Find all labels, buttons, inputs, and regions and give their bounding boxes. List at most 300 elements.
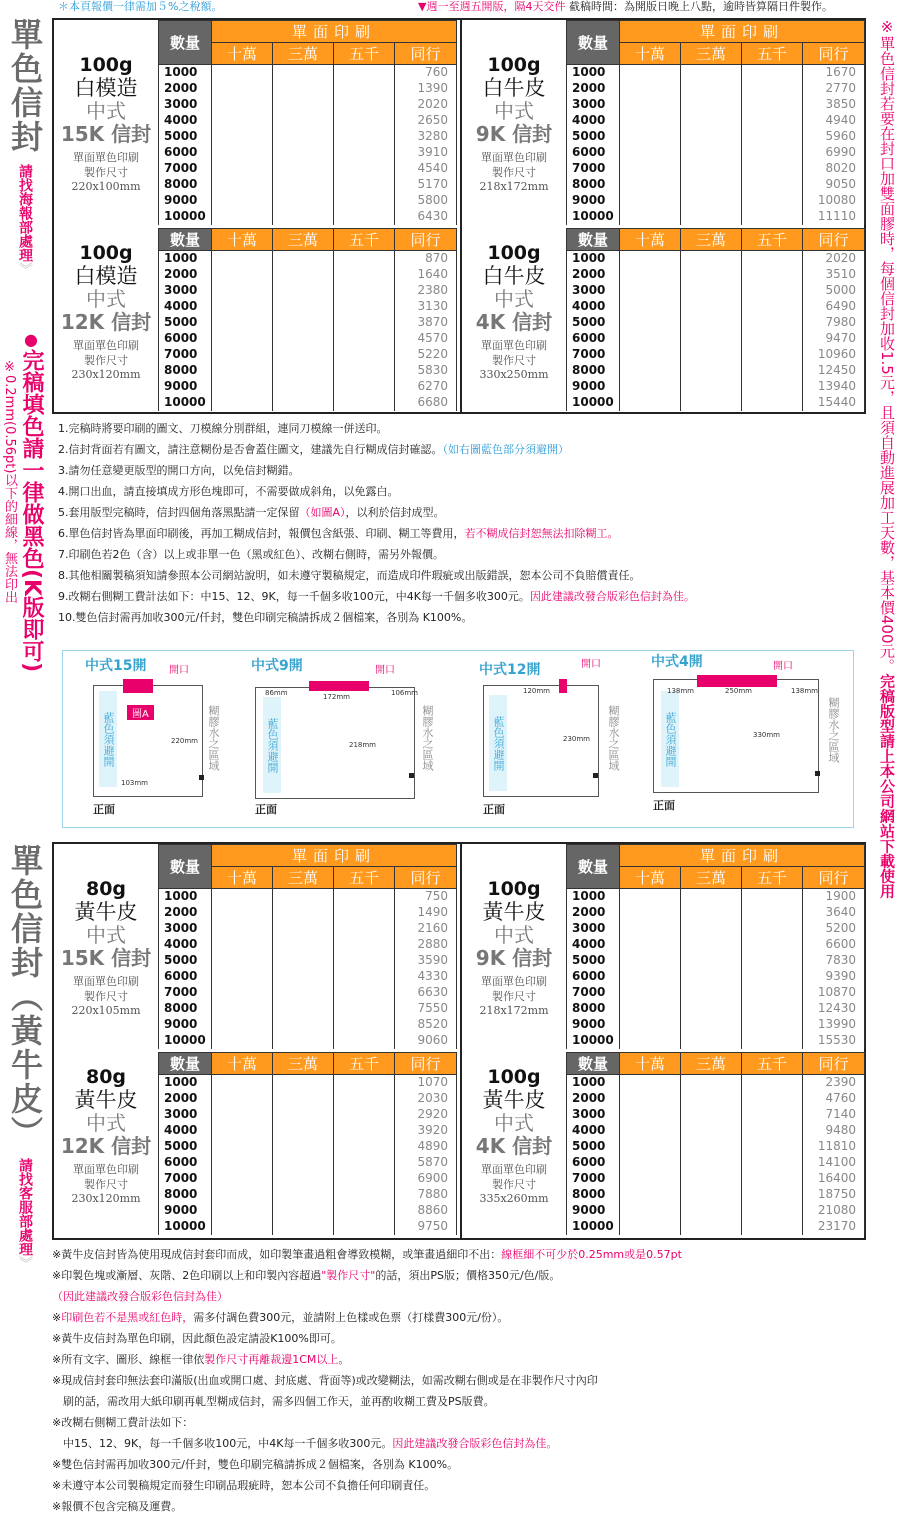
envelope-diagrams xyxy=(62,650,854,828)
empty-cell xyxy=(212,113,273,129)
qty-cell: 8000 xyxy=(159,177,212,193)
qty-cell: 2000 xyxy=(567,267,620,283)
dept-poster: 請找海報部處理 xyxy=(17,164,33,262)
line-note: ※0.2mm(0.56pt)以下的細線，無法印出 xyxy=(2,360,17,604)
table-row xyxy=(159,379,457,395)
figure-a-label: 圖A xyxy=(127,705,154,720)
empty-cell xyxy=(681,1123,742,1139)
col-header: 十萬 xyxy=(212,229,273,251)
bottom-note-item xyxy=(52,1244,682,1265)
empty-cell xyxy=(212,889,273,905)
empty-cell xyxy=(273,251,334,267)
price-cell: 5870 xyxy=(395,1155,457,1171)
empty-cell xyxy=(334,921,395,937)
note-item xyxy=(58,565,695,586)
envelope-style: 中式 xyxy=(494,99,534,123)
empty-cell xyxy=(273,1187,334,1203)
avoid-area: 藍色須避開 xyxy=(263,697,281,793)
table-row xyxy=(159,65,457,81)
note-after: 需多付調色費300元，並請附上色樣或色票（打樣費300元/份）。 xyxy=(193,1311,509,1324)
qty-cell: 6000 xyxy=(159,145,212,161)
price-cell: 12430 xyxy=(803,1001,865,1017)
note-text: 7.印刷色若2色（含）以上或非單一色（黑或紅色）、改糊右側時，需另外報價。 xyxy=(58,548,444,561)
note-text: 3.請勿任意變更版型的開口方向，以免信封糊錯。 xyxy=(58,464,300,477)
empty-cell xyxy=(620,129,681,145)
table-row xyxy=(567,331,865,347)
bottom-note-item xyxy=(52,1328,682,1349)
qty-cell: 8000 xyxy=(159,1187,212,1203)
price-cell: 4890 xyxy=(395,1139,457,1155)
paper-material: 黃牛皮 xyxy=(74,1088,138,1112)
price-cell: 870 xyxy=(395,251,457,267)
table-row xyxy=(567,379,865,395)
empty-cell xyxy=(212,209,273,225)
qty-cell: 6000 xyxy=(159,1155,212,1171)
col-header: 三萬 xyxy=(681,43,742,65)
empty-cell xyxy=(273,1091,334,1107)
table-row xyxy=(159,395,457,411)
diagram-15k xyxy=(83,655,243,825)
left-strip-lower xyxy=(0,844,50,1284)
size-label: 製作尺寸 xyxy=(84,1178,128,1191)
empty-cell xyxy=(681,97,742,113)
empty-cell xyxy=(212,299,273,315)
col-header: 同行 xyxy=(395,229,457,251)
qty-cell: 4000 xyxy=(567,113,620,129)
note-blue: （如右圖藍色部分須避開） xyxy=(442,443,569,456)
dim-right: 138mm xyxy=(791,687,818,695)
empty-cell xyxy=(334,161,395,177)
paper-material: 白牛皮 xyxy=(482,76,546,100)
empty-cell xyxy=(681,1171,742,1187)
empty-cell xyxy=(742,267,803,283)
avoid-area: 藍色須避開 xyxy=(489,695,507,791)
envelope-size: 15K 信封 xyxy=(60,946,152,970)
empty-cell xyxy=(620,299,681,315)
qty-cell: 9000 xyxy=(159,1017,212,1033)
paper-material: 白模造 xyxy=(74,76,138,100)
size-value: 335x260mm xyxy=(479,1192,549,1205)
empty-cell xyxy=(620,1107,681,1123)
table-row xyxy=(159,251,457,267)
corner-dot xyxy=(409,773,414,778)
price-cell: 6630 xyxy=(395,985,457,1001)
empty-cell xyxy=(681,315,742,331)
note-red: 製作尺寸再離裁邊1CM以上 xyxy=(204,1353,339,1366)
paper-weight: 100g xyxy=(79,242,133,264)
col-header: 十萬 xyxy=(212,1053,273,1075)
empty-cell xyxy=(273,315,334,331)
empty-cell xyxy=(620,1033,681,1049)
empty-cell xyxy=(620,889,681,905)
qty-cell: 7000 xyxy=(567,985,620,1001)
schedule-note xyxy=(418,0,833,14)
table-row xyxy=(159,1203,457,1219)
qty-cell: 6000 xyxy=(159,331,212,347)
price-cell: 2650 xyxy=(395,113,457,129)
empty-cell xyxy=(742,1017,803,1033)
qty-header: 數量 xyxy=(567,845,620,889)
empty-cell xyxy=(334,1155,395,1171)
price-cell: 3280 xyxy=(395,129,457,145)
empty-cell xyxy=(334,889,395,905)
dim-height: 218mm xyxy=(349,741,376,749)
notes-list xyxy=(58,418,695,628)
empty-cell xyxy=(681,363,742,379)
empty-cell xyxy=(742,1033,803,1049)
price-cell: 4940 xyxy=(803,113,865,129)
group-header: 單面印刷 xyxy=(620,845,865,867)
note-text: ※現成信封套印無法套印滿版(出血或開口處、封底處、背面等)或改變糊法，如需改糊右側或是在非製作尺寸內印 xyxy=(52,1374,598,1387)
table-row xyxy=(159,1123,457,1139)
price-table xyxy=(158,1052,457,1235)
product-label xyxy=(462,242,566,382)
bottom-note-item xyxy=(52,1307,682,1328)
qty-cell: 9000 xyxy=(567,1017,620,1033)
note-item xyxy=(58,544,695,565)
qty-cell: 2000 xyxy=(159,905,212,921)
empty-cell xyxy=(212,177,273,193)
qty-cell: 3000 xyxy=(567,921,620,937)
qty-cell: 7000 xyxy=(159,985,212,1001)
paper-material: 黃牛皮 xyxy=(482,1088,546,1112)
empty-cell xyxy=(681,81,742,97)
note-after: 的話，須出PS版；價格350元/色/版。 xyxy=(375,1269,561,1282)
empty-cell xyxy=(620,209,681,225)
glue-area: 糊膠水之區域 xyxy=(421,705,434,771)
table-row xyxy=(567,315,865,331)
empty-cell xyxy=(742,193,803,209)
price-cell: 18750 xyxy=(803,1187,865,1203)
empty-cell xyxy=(212,937,273,953)
note-red: 線框細不可少於0.25mm或是0.57pt xyxy=(501,1248,682,1261)
right-strip xyxy=(872,18,898,1068)
qty-header: 數量 xyxy=(159,845,212,889)
price-cell: 5170 xyxy=(395,177,457,193)
table-row xyxy=(159,969,457,985)
empty-cell xyxy=(620,1139,681,1155)
note-text: 8.其他相關製稿須知請參照本公司網站說明，如未遵守製稿規定，而造成印件瑕疵或出版錯誤，恕本公司不負賠償責任。 xyxy=(58,569,641,582)
qty-cell: 4000 xyxy=(159,113,212,129)
price-cell: 2380 xyxy=(395,283,457,299)
qty-cell: 3000 xyxy=(567,283,620,299)
dim-center: 250mm xyxy=(725,687,752,695)
empty-cell xyxy=(681,889,742,905)
print-note: 單面單色印刷 xyxy=(481,339,547,352)
col-header: 三萬 xyxy=(273,43,334,65)
empty-cell xyxy=(273,161,334,177)
schedule-note-text: 截稿時間：為開版日晚上八點，逾時皆算隔日件製作。 xyxy=(568,0,833,13)
qty-cell: 3000 xyxy=(159,921,212,937)
price-cell: 4760 xyxy=(803,1091,865,1107)
empty-cell xyxy=(334,1203,395,1219)
price-cell: 7830 xyxy=(803,953,865,969)
col-header: 十萬 xyxy=(620,1053,681,1075)
empty-cell xyxy=(273,379,334,395)
table-row xyxy=(567,251,865,267)
dim-width: 120mm xyxy=(523,687,550,695)
empty-cell xyxy=(620,81,681,97)
envelope-size: 9K 信封 xyxy=(475,122,553,146)
qty-cell: 10000 xyxy=(567,209,620,225)
price-cell: 6430 xyxy=(395,209,457,225)
empty-cell xyxy=(681,145,742,161)
qty-cell: 10000 xyxy=(159,395,212,411)
empty-cell xyxy=(273,299,334,315)
empty-cell xyxy=(681,347,742,363)
empty-cell xyxy=(620,97,681,113)
price-cell: 14100 xyxy=(803,1155,865,1171)
note-red: 因此建議改發合版彩色信封為佳。 xyxy=(529,590,695,603)
empty-cell xyxy=(681,65,742,81)
empty-cell xyxy=(212,1033,273,1049)
envelope-style: 中式 xyxy=(86,287,126,311)
empty-cell xyxy=(212,379,273,395)
qty-cell: 10000 xyxy=(567,1033,620,1049)
price-cell: 11110 xyxy=(803,209,865,225)
empty-cell xyxy=(742,1139,803,1155)
print-note: 單面單色印刷 xyxy=(73,1163,139,1176)
empty-cell xyxy=(273,1033,334,1049)
qty-cell: 5000 xyxy=(159,129,212,145)
note-red: （因此建議改發合版彩色信封為佳） xyxy=(52,1290,228,1303)
table-row xyxy=(567,969,865,985)
envelope-style: 中式 xyxy=(494,923,534,947)
col-header: 五千 xyxy=(742,43,803,65)
dim-height: 220mm xyxy=(171,737,198,745)
empty-cell xyxy=(620,283,681,299)
empty-cell xyxy=(334,315,395,331)
paper-material: 黃牛皮 xyxy=(74,900,138,924)
empty-cell xyxy=(334,1171,395,1187)
table-row xyxy=(159,953,457,969)
dim-width: 103mm xyxy=(121,779,148,787)
paper-material: 白牛皮 xyxy=(482,264,546,288)
group-header: 單面印刷 xyxy=(212,21,457,43)
paper-weight: 80g xyxy=(85,878,127,900)
table-row xyxy=(567,299,865,315)
empty-cell xyxy=(742,395,803,411)
empty-cell xyxy=(212,1139,273,1155)
empty-cell xyxy=(620,315,681,331)
empty-cell xyxy=(212,251,273,267)
table-row xyxy=(159,1107,457,1123)
empty-cell xyxy=(334,267,395,283)
empty-cell xyxy=(620,331,681,347)
empty-cell xyxy=(620,921,681,937)
empty-cell xyxy=(620,1075,681,1091)
table-row xyxy=(567,177,865,193)
note-red: （如圖A） xyxy=(299,506,346,519)
diagram-4k xyxy=(649,651,849,825)
qty-cell: 2000 xyxy=(567,81,620,97)
empty-cell xyxy=(212,969,273,985)
table-row xyxy=(159,985,457,1001)
qty-cell: 4000 xyxy=(567,937,620,953)
opening-flap xyxy=(697,675,777,687)
empty-cell xyxy=(334,1017,395,1033)
table-row xyxy=(159,145,457,161)
bottom-note-item xyxy=(52,1496,682,1517)
print-note: 單面單色印刷 xyxy=(73,151,139,164)
note-text: ※報價不包含完稿及運費。 xyxy=(52,1500,183,1513)
empty-cell xyxy=(334,1219,395,1235)
glue-area: 糊膠水之區域 xyxy=(827,697,840,763)
table-row xyxy=(159,937,457,953)
empty-cell xyxy=(620,953,681,969)
qty-cell: 5000 xyxy=(567,315,620,331)
table-row xyxy=(567,1075,865,1091)
paper-material: 白模造 xyxy=(74,264,138,288)
price-table xyxy=(566,844,865,1049)
table-row xyxy=(567,1001,865,1017)
qty-cell: 2000 xyxy=(567,905,620,921)
qty-cell: 2000 xyxy=(159,81,212,97)
empty-cell xyxy=(273,347,334,363)
size-value: 230x120mm xyxy=(71,368,141,381)
price-cell: 5220 xyxy=(395,347,457,363)
qty-cell: 7000 xyxy=(567,161,620,177)
note-text: ※改糊右側糊工費計法如下： xyxy=(52,1416,194,1429)
empty-cell xyxy=(742,905,803,921)
note-red: 因此建議改發合版彩色信封為佳。 xyxy=(392,1437,558,1450)
empty-cell xyxy=(334,113,395,129)
empty-cell xyxy=(334,905,395,921)
table-row xyxy=(567,267,865,283)
empty-cell xyxy=(334,177,395,193)
empty-cell xyxy=(620,969,681,985)
empty-cell xyxy=(334,331,395,347)
dim-left: 86mm xyxy=(265,689,288,697)
empty-cell xyxy=(212,985,273,1001)
col-header: 十萬 xyxy=(620,43,681,65)
empty-cell xyxy=(620,937,681,953)
col-header: 五千 xyxy=(742,229,803,251)
empty-cell xyxy=(273,65,334,81)
right-note-bold: 完稿版型請上本公司網站下載使用 xyxy=(878,673,896,899)
table-row xyxy=(159,81,457,97)
table-row xyxy=(567,209,865,225)
empty-cell xyxy=(212,905,273,921)
empty-cell xyxy=(334,145,395,161)
empty-cell xyxy=(742,331,803,347)
group-header: 單面印刷 xyxy=(212,845,457,867)
empty-cell xyxy=(742,1001,803,1017)
table-row xyxy=(567,1203,865,1219)
table-row xyxy=(159,315,457,331)
empty-cell xyxy=(334,1123,395,1139)
empty-cell xyxy=(620,1219,681,1235)
qty-cell: 7000 xyxy=(159,347,212,363)
table-row xyxy=(159,267,457,283)
qty-cell: 10000 xyxy=(159,1033,212,1049)
schedule-note-red: ▼週一至週五開版，隔4天交件 xyxy=(418,0,566,13)
empty-cell xyxy=(742,177,803,193)
qty-cell: 2000 xyxy=(159,1091,212,1107)
empty-cell xyxy=(681,1091,742,1107)
glue-area: 糊膠水之區域 xyxy=(207,705,220,771)
empty-cell xyxy=(620,905,681,921)
price-cell: 2390 xyxy=(803,1075,865,1091)
empty-cell xyxy=(273,889,334,905)
price-cell: 6900 xyxy=(395,1171,457,1187)
empty-cell xyxy=(334,129,395,145)
diagram-title: 中式15開 xyxy=(85,658,147,674)
empty-cell xyxy=(334,379,395,395)
complete-notes xyxy=(2,330,44,700)
empty-cell xyxy=(212,1187,273,1203)
empty-cell xyxy=(620,193,681,209)
print-note: 單面單色印刷 xyxy=(481,975,547,988)
qty-cell: 6000 xyxy=(159,969,212,985)
envelope-size: 12K 信封 xyxy=(60,310,152,334)
table-row xyxy=(567,889,865,905)
right-note: ※單色信封若要在封口加雙面膠時，每個信封加收1.5元，且須自動進展加工天數，基本價400元。 xyxy=(878,18,896,674)
table-row xyxy=(567,953,865,969)
paper-weight: 100g xyxy=(487,54,541,76)
qty-cell: 10000 xyxy=(567,1219,620,1235)
note-text: ※黃牛皮信封為單色印刷，因此顏色設定請設K100%即可。 xyxy=(52,1332,342,1345)
envelope-style: 中式 xyxy=(494,287,534,311)
group-header: 單面印刷 xyxy=(620,21,865,43)
note-text: 9.改糊右側糊工費計法如下：中15、12、9K，每一千個多收100元，中4K每一千個多收300元。 xyxy=(58,590,530,603)
empty-cell xyxy=(742,347,803,363)
empty-cell xyxy=(742,1123,803,1139)
arrow-icon: 》 xyxy=(17,1256,33,1270)
price-cell: 8020 xyxy=(803,161,865,177)
price-cell: 2880 xyxy=(395,937,457,953)
size-label: 製作尺寸 xyxy=(492,1178,536,1191)
empty-cell xyxy=(681,1017,742,1033)
empty-cell xyxy=(273,1139,334,1155)
qty-cell: 8000 xyxy=(567,1187,620,1203)
qty-cell: 1000 xyxy=(159,1075,212,1091)
empty-cell xyxy=(620,363,681,379)
table-row xyxy=(567,985,865,1001)
qty-cell: 8000 xyxy=(159,363,212,379)
product-label xyxy=(54,242,158,382)
diagram-9k xyxy=(249,655,439,825)
table-row xyxy=(567,1123,865,1139)
avoid-area: 藍色須避開 xyxy=(99,691,117,787)
empty-cell xyxy=(681,113,742,129)
bottom-note-item xyxy=(52,1349,682,1370)
empty-cell xyxy=(742,889,803,905)
empty-cell xyxy=(334,1033,395,1049)
empty-cell xyxy=(212,97,273,113)
corner-dot xyxy=(593,773,598,778)
empty-cell xyxy=(681,1155,742,1171)
product-label xyxy=(54,1066,158,1206)
price-cell: 7140 xyxy=(803,1107,865,1123)
paper-weight: 100g xyxy=(487,1066,541,1088)
price-cell: 5800 xyxy=(395,193,457,209)
qty-cell: 5000 xyxy=(159,315,212,331)
table-row xyxy=(159,193,457,209)
col-header: 十萬 xyxy=(620,229,681,251)
empty-cell xyxy=(212,129,273,145)
empty-cell xyxy=(681,1219,742,1235)
size-value: 230x120mm xyxy=(71,1192,141,1205)
empty-cell xyxy=(212,1091,273,1107)
table-row xyxy=(159,1187,457,1203)
empty-cell xyxy=(273,145,334,161)
product-label xyxy=(54,54,158,194)
note-text: 2.信封背面若有圖文，請注意糊份是否會蓋住圖文，建議先自行糊成信封確認。 xyxy=(58,443,443,456)
empty-cell xyxy=(742,1219,803,1235)
bottom-note-item xyxy=(52,1475,682,1496)
price-cell: 1490 xyxy=(395,905,457,921)
